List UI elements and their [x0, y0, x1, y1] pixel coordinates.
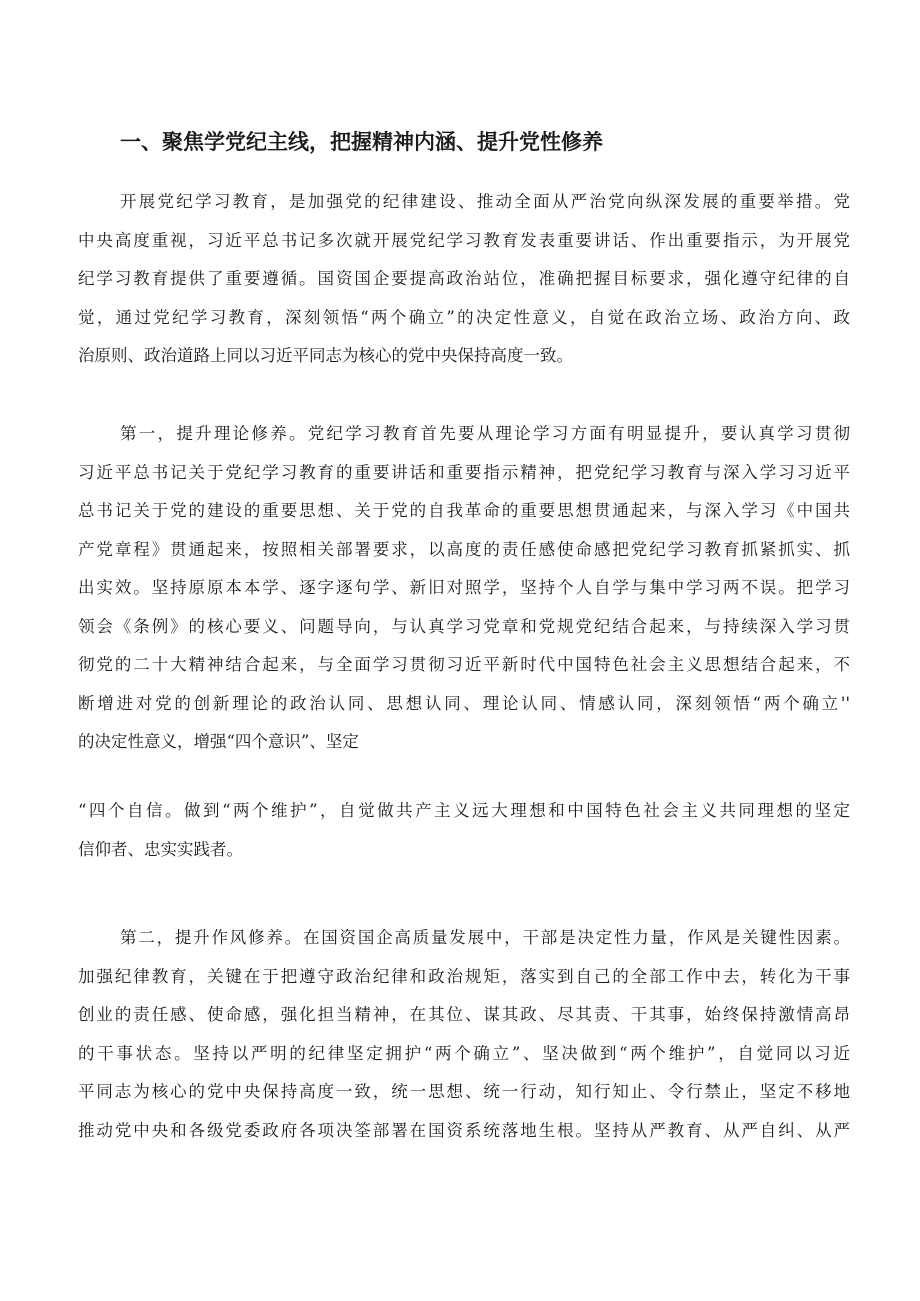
text-line: 中央高度重视，习近平总书记多次就开展党纪学习教育发表重要讲话、作出重要指示，为开展党	[78, 230, 850, 250]
text-line: 产党章程》贯通起来，按照相关部署要求，以高度的责任感使命感把党纪学习教育抓紧抓实、抓	[78, 539, 850, 559]
text-line: 开展党纪学习教育，是加强党的纪律建设、推动全面从严治党向纵深发展的重要举措。党	[120, 192, 850, 211]
text-line: 治原则、政治道路上同以习近平同志为核心的党中央保持高度一致。	[78, 346, 573, 365]
text-line: 出实效。坚持原原本本学、逐字逐句学、新旧对照学，坚持个人自学与集中学习两不误。把学习	[78, 578, 850, 597]
text-line: 纪学习教育提供了重要遵循。国资国企要提高政治站位，准确把握目标要求，强化遵守纪律的自	[78, 269, 850, 288]
text-line: 加强纪律教育，关键在于把遵守政治纪律和政治规矩，落实到自己的全部工作中去，转化为干事	[78, 966, 850, 986]
paragraph-theory	[78, 415, 850, 762]
text-line: 第一，提升理论修养。党纪学习教育首先要从理论学习方面有明显提升，要认真学习贯彻	[120, 424, 850, 443]
paragraph-style	[78, 919, 850, 1150]
text-line: 领会《条例》的核心要义、问题导向，与认真学习党章和党规党纪结合起来，与持续深入学习贯	[78, 616, 850, 636]
text-line: 断增进对党的创新理论的政治认同、思想认同、理论认同、情感认同，深刻领悟“两个确立''	[78, 693, 850, 713]
text-line: 习近平总书记关于党纪学习教育的重要讲话和重要指示精神，把党纪学习教育与深入学习习近平	[78, 462, 850, 482]
text-line: 总书记关于党的建设的重要思想、关于党的自我革命的重要思想贯通起来，与深入学习《中国共	[78, 501, 850, 520]
text-line: 第二，提升作风修养。在国资国企高质量发展中，干部是决定性力量，作风是关键性因素。	[120, 928, 850, 947]
paragraph-intro	[78, 183, 850, 376]
text-line: 推动党中央和各级党委政府各项决筌部署在国资系统落地生根。坚持从严教育、从严自纠、从严	[78, 1120, 850, 1140]
paragraph-theory-continued	[78, 792, 850, 869]
text-line: 的干事状态。坚持以严明的纪律坚定拥护“两个确立”、坚决做到“两个维护”，自觉同以习近	[78, 1043, 850, 1063]
text-line: 信仰者、忠实实践者。	[78, 839, 243, 859]
text-line: 觉，通过党纪学习教育，深刻领悟“两个确立”的决定性意义，自觉在政治立场、政治方向、政	[78, 307, 850, 327]
text-line: 彻党的二十大精神结合起来，与全面学习贯彻习近平新时代中国特色社会主义思想结合起来，不	[78, 655, 850, 674]
text-line: 创业的责任感、使命感，强化担当精神，在其位、谋其政、尽其责、干其事，始终保持激情高昂	[78, 1005, 850, 1024]
text-line: 平同志为核心的党中央保持高度一致，统一思想、统一行动，知行知止、令行禁止，坚定不移地	[78, 1082, 850, 1101]
text-line: 的决定性意义，增强“四个意识”、坚定	[78, 732, 359, 751]
text-line: “四个自信。做到“两个维护”，自觉做共产主义远大理想和中国特色社会主义共同理想的坚定	[78, 801, 850, 820]
section-heading: 一、聚焦学党纪主线，把握精神内涵、提升党性修养	[120, 130, 603, 154]
